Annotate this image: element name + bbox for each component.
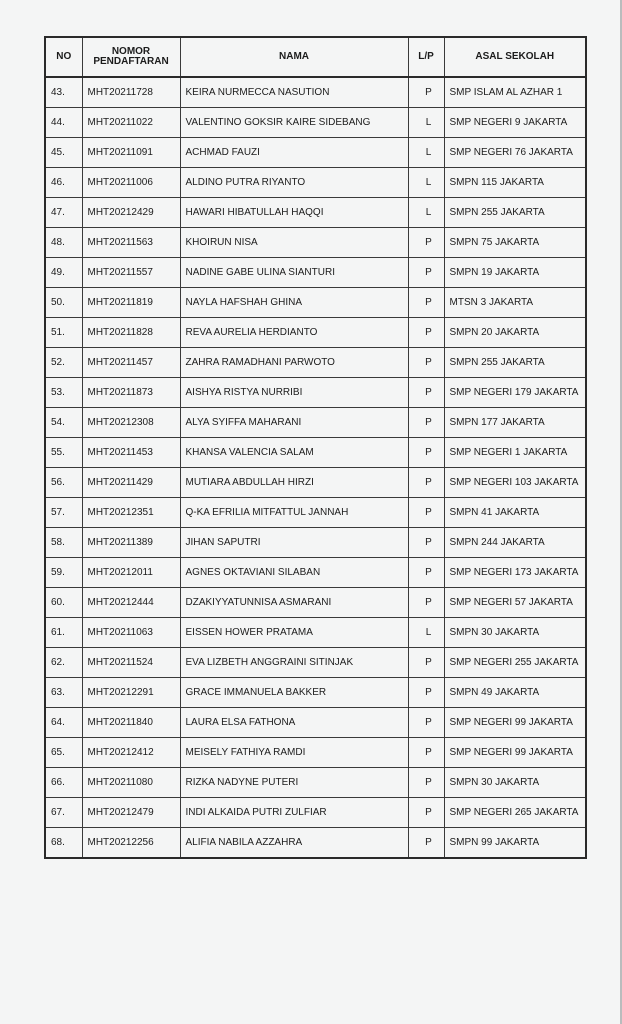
table-row [45,198,586,228]
registration-number: MHT20212308 [82,408,180,438]
table-row [45,468,586,498]
row-number: 45. [45,138,82,168]
registration-number: MHT20212429 [82,198,180,228]
student-name: EISSEN HOWER PRATAMA [180,618,408,648]
origin-school: SMP NEGERI 1 JAKARTA [444,438,586,468]
header-name: NAMA [180,37,408,77]
header-gender: L/P [408,37,444,77]
origin-school: SMP NEGERI 99 JAKARTA [444,738,586,768]
table-row [45,408,586,438]
registration-number: MHT20211063 [82,618,180,648]
origin-school: MTSN 3 JAKARTA [444,288,586,318]
row-number: 63. [45,678,82,708]
student-name: ACHMAD FAUZI [180,138,408,168]
table-row [45,228,586,258]
registration-number: MHT20211840 [82,708,180,738]
row-number: 50. [45,288,82,318]
registration-number: MHT20211524 [82,648,180,678]
row-number: 60. [45,588,82,618]
row-number: 62. [45,648,82,678]
registration-number: MHT20211022 [82,108,180,138]
student-name: NAYLA HAFSHAH GHINA [180,288,408,318]
table-header [45,37,586,77]
gender: P [408,708,444,738]
registration-number: MHT20211091 [82,138,180,168]
table-row [45,77,586,108]
student-name: MEISELY FATHIYA RAMDI [180,738,408,768]
registration-number: MHT20211557 [82,258,180,288]
gender: P [408,468,444,498]
row-number: 53. [45,378,82,408]
table-row [45,618,586,648]
registration-number: MHT20211080 [82,768,180,798]
student-name: KEIRA NURMECCA NASUTION [180,77,408,108]
student-roster-table [44,36,587,859]
row-number: 57. [45,498,82,528]
origin-school: SMP NEGERI 179 JAKARTA [444,378,586,408]
registration-number: MHT20211457 [82,348,180,378]
gender: L [408,138,444,168]
header-registration-number: NOMOR PENDAFTARAN [82,37,180,77]
origin-school: SMPN 20 JAKARTA [444,318,586,348]
gender: P [408,768,444,798]
gender: P [408,77,444,108]
registration-number: MHT20212444 [82,588,180,618]
table-row [45,498,586,528]
gender: P [408,438,444,468]
table-row [45,738,586,768]
student-name: EVA LIZBETH ANGGRAINI SITINJAK [180,648,408,678]
row-number: 49. [45,258,82,288]
row-number: 44. [45,108,82,138]
header-origin-school: ASAL SEKOLAH [444,37,586,77]
registration-number: MHT20212351 [82,498,180,528]
table-row [45,138,586,168]
table-row [45,438,586,468]
table-row [45,288,586,318]
table-body [45,77,586,858]
registration-number: MHT20211828 [82,318,180,348]
gender: L [408,618,444,648]
gender: P [408,408,444,438]
origin-school: SMPN 30 JAKARTA [444,768,586,798]
gender: P [408,318,444,348]
table-row [45,678,586,708]
registration-number: MHT20212291 [82,678,180,708]
registration-number: MHT20211819 [82,288,180,318]
student-name: INDI ALKAIDA PUTRI ZULFIAR [180,798,408,828]
row-number: 68. [45,828,82,859]
origin-school: SMP NEGERI 57 JAKARTA [444,588,586,618]
student-name: KHANSA VALENCIA SALAM [180,438,408,468]
gender: P [408,828,444,859]
registration-number: MHT20212011 [82,558,180,588]
gender: P [408,558,444,588]
gender: P [408,648,444,678]
row-number: 47. [45,198,82,228]
student-name: GRACE IMMANUELA BAKKER [180,678,408,708]
gender: P [408,498,444,528]
gender: P [408,258,444,288]
row-number: 48. [45,228,82,258]
origin-school: SMPN 255 JAKARTA [444,348,586,378]
origin-school: SMP NEGERI 76 JAKARTA [444,138,586,168]
student-name: ALDINO PUTRA RIYANTO [180,168,408,198]
row-number: 51. [45,318,82,348]
row-number: 43. [45,77,82,108]
student-name: ALIFIA NABILA AZZAHRA [180,828,408,859]
gender: P [408,738,444,768]
origin-school: SMPN 99 JAKARTA [444,828,586,859]
table-row [45,378,586,408]
registration-number: MHT20211873 [82,378,180,408]
student-name: RIZKA NADYNE PUTERI [180,768,408,798]
student-name: AISHYA RISTYA NURRIBI [180,378,408,408]
origin-school: SMP NEGERI 255 JAKARTA [444,648,586,678]
gender: P [408,228,444,258]
registration-number: MHT20211006 [82,168,180,198]
table-row [45,108,586,138]
row-number: 52. [45,348,82,378]
header-no: NO [45,37,82,77]
student-name: ALYA SYIFFA MAHARANI [180,408,408,438]
gender: P [408,528,444,558]
origin-school: SMPN 177 JAKARTA [444,408,586,438]
origin-school: SMP NEGERI 265 JAKARTA [444,798,586,828]
table-row [45,558,586,588]
student-name: VALENTINO GOKSIR KAIRE SIDEBANG [180,108,408,138]
table-row [45,768,586,798]
gender: L [408,108,444,138]
table-row [45,648,586,678]
origin-school: SMPN 41 JAKARTA [444,498,586,528]
table-row [45,588,586,618]
origin-school: SMP NEGERI 99 JAKARTA [444,708,586,738]
row-number: 67. [45,798,82,828]
table-row [45,168,586,198]
table-row [45,258,586,288]
registration-number: MHT20211453 [82,438,180,468]
student-name: HAWARI HIBATULLAH HAQQI [180,198,408,228]
gender: L [408,168,444,198]
row-number: 66. [45,768,82,798]
student-name: ZAHRA RAMADHANI PARWOTO [180,348,408,378]
origin-school: SMPN 244 JAKARTA [444,528,586,558]
gender: P [408,288,444,318]
table-row [45,828,586,859]
row-number: 54. [45,408,82,438]
registration-number: MHT20211728 [82,77,180,108]
gender: P [408,378,444,408]
origin-school: SMPN 30 JAKARTA [444,618,586,648]
student-name: NADINE GABE ULINA SIANTURI [180,258,408,288]
origin-school: SMP NEGERI 103 JAKARTA [444,468,586,498]
registration-number: MHT20211429 [82,468,180,498]
student-name: Q-KA EFRILIA MITFATTUL JANNAH [180,498,408,528]
origin-school: SMP NEGERI 173 JAKARTA [444,558,586,588]
student-name: KHOIRUN NISA [180,228,408,258]
origin-school: SMPN 49 JAKARTA [444,678,586,708]
registration-number: MHT20212412 [82,738,180,768]
header-row [45,37,586,77]
row-number: 58. [45,528,82,558]
student-name: MUTIARA ABDULLAH HIRZI [180,468,408,498]
origin-school: SMP NEGERI 9 JAKARTA [444,108,586,138]
gender: P [408,588,444,618]
table-row [45,318,586,348]
table-row [45,708,586,738]
registration-number: MHT20211389 [82,528,180,558]
row-number: 59. [45,558,82,588]
row-number: 55. [45,438,82,468]
origin-school: SMPN 19 JAKARTA [444,258,586,288]
student-name: JIHAN SAPUTRI [180,528,408,558]
origin-school: SMPN 255 JAKARTA [444,198,586,228]
gender: P [408,678,444,708]
registration-number: MHT20211563 [82,228,180,258]
table-row [45,528,586,558]
row-number: 46. [45,168,82,198]
row-number: 64. [45,708,82,738]
registration-number: MHT20212256 [82,828,180,859]
row-number: 61. [45,618,82,648]
origin-school: SMPN 115 JAKARTA [444,168,586,198]
row-number: 56. [45,468,82,498]
origin-school: SMP ISLAM AL AZHAR 1 [444,77,586,108]
student-name: REVA AURELIA HERDIANTO [180,318,408,348]
student-name: LAURA ELSA FATHONA [180,708,408,738]
gender: P [408,798,444,828]
gender: L [408,198,444,228]
origin-school: SMPN 75 JAKARTA [444,228,586,258]
row-number: 65. [45,738,82,768]
student-name: DZAKIYYATUNNISA ASMARANI [180,588,408,618]
student-name: AGNES OKTAVIANI SILABAN [180,558,408,588]
registration-number: MHT20212479 [82,798,180,828]
table-row [45,348,586,378]
gender: P [408,348,444,378]
table-row [45,798,586,828]
